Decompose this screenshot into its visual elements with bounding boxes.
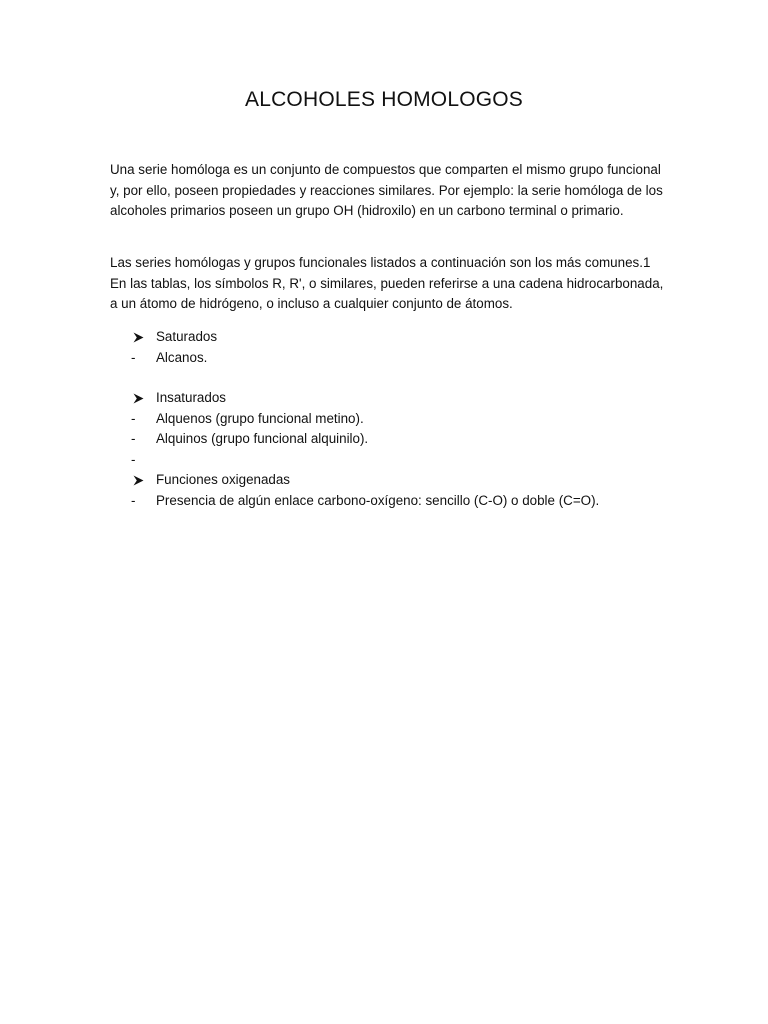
list-item-text: Insaturados [156,390,226,405]
paragraph-1: Una serie homóloga es un conjunto de compuestos que comparten el mismo grupo funcional y, por ello, poseen propiedades y reacciones similares. Por ejemplo: la serie homóloga de los alcoholes primarios poseen un grupo OH (hidroxilo) en un carbono terminal o primario. [110,162,663,218]
list-item-text: Alquinos (grupo funcional alquinilo). [156,431,369,446]
dash-bullet: - [131,492,136,508]
dash-bullet: - [131,410,136,426]
list-item [110,348,710,369]
dash-bullet: - [131,431,136,446]
arrow-bullet-icon [133,388,153,404]
list-item [110,388,710,409]
list-item [110,470,710,491]
arrow-bullet-icon [133,327,153,343]
list-item-text: Funciones oxigenadas [156,472,290,487]
list-item [110,327,710,348]
list-item [110,491,710,512]
list-item-text: Alquenos (grupo funcional metino). [156,410,364,426]
list-item-text: Saturados [156,329,218,344]
list-item-text: Presencia de algún enlace carbono-oxígeno: sencillo (C-O) o doble (C=O). [156,492,600,508]
list-item [110,450,710,471]
paragraph-2: Las series homólogas y grupos funcionales listados a continuación son los más comunes.1 En las tablas, los símbolos R, R', o similares, pueden referirse a una cadena hidrocarbonada, a un átomo de hidrógeno, o incluso a cualquier conjunto de átomos. [110,255,664,311]
list-item-text: Alcanos. [156,349,208,365]
bullet-list [110,327,710,511]
document-title: ALCOHOLES HOMOLOGOS [244,88,524,111]
list-item [110,429,710,450]
arrow-bullet-icon [133,470,153,486]
dash-bullet: - [131,451,136,467]
list-item [110,409,710,430]
dash-bullet: - [131,349,136,365]
